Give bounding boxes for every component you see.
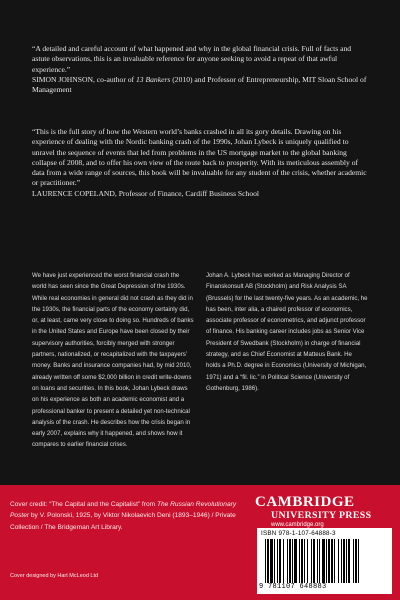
quote-text: “A detailed and careful account of what happened and why in the global financial crisis. Full of facts and astute observations, this is an invaluable reference for anyone seeking to avoid a repeat of that awful experience.”	[32, 44, 352, 74]
cover-credit	[10, 499, 240, 533]
attribution-suffix: (2010) and Professor of Entrepreneurship, MIT Sloan School of Management	[32, 74, 367, 95]
attribution-book-title: 13 Bankers	[135, 74, 171, 84]
barcode-digits: 9 781107 648883	[259, 583, 327, 591]
cover-credit-prefix: Cover credit: “The Capital and the Capitalist” from	[10, 501, 157, 508]
publisher-footer	[0, 485, 400, 600]
cover-credit-suffix: by V. Polonski, 1925, by Viktor Nikolaevich Deni (1893–1946) / Private Collection / The Bridgeman Art Library.	[10, 512, 236, 531]
publisher-subtitle: UNIVERSITY PRESS	[271, 510, 372, 521]
publisher-logo	[255, 495, 385, 529]
isbn-barcode-panel	[257, 528, 392, 594]
barcode-icon	[261, 539, 388, 583]
isbn-label: ISBN 978-1-107-64888-3	[261, 530, 336, 537]
cover-credit-source: The Russian Revolutionary Poster	[10, 501, 237, 520]
endorsement-quote-johnson	[32, 44, 368, 95]
endorsement-quote-copeland	[32, 127, 368, 199]
publisher-name: CAMBRIDGE	[255, 494, 355, 510]
cover-designer: Cover designed by Hart McLeod Ltd	[10, 573, 99, 579]
quote-text: “This is the full story of how the Western world’s banks crashed in all its gory details. Drawing on his experience of dealing with the Nordic banking crash of the 1990s, Johan Lybeck is uniquely qualified to unravel the sequence of events that led from problems in the US mortgage market to the global banking collapse of 2008, and to offer his own view of the route back to prosperity. With its meticulous assembly of data from a wide range of sources, this book will be invaluable for any student of the crisis, whether academic or practitioner.”	[32, 127, 367, 188]
author-bio: Johan A. Lybeck has worked as Managing Director of Finanskonsult AB (Stockholm) and Risk Analysis SA (Brussels) for the last twenty-five years. As an academic, he has been, inter alia, a chaired professor of economics, associate professor of econometrics, and adjunct professor of finance. His banking career includes jobs as Senior Vice President of Swedbank (Stockholm) in charge of financial strategy, and as Chief Economist at Matteus Bank. He holds a Ph.D. degree in Economics (University of Michigan, 1971) and a “fil. lic.” in Political Science (University of Gothenburg, 1986).	[206, 272, 368, 392]
book-description: We have just experienced the worst financial crash the world has seen since the Great Depression of the 1930s. While real economies in general did not crash as they did in the 1930s, the financial parts of the economy certainly did, or, at least, came very close to doing so. Hundreds of banks in the United States and Europe have been closed by their supervisory authorities, forcibly merged with stronger partners, nationalized, or recapitalized with the taxpayers’ money. Banks and insurance companies had, by mid 2010, already written off some $2,000 billion in credit write-downs on loans and securities. In this book, Johan Lybeck draws on his experience as both an academic economist and a professional banker to present a detailed yet non-technical analysis of the crash. He describes how the crisis began in early 2007, explains why it happened, and shows how it compares to earlier financial crises.	[32, 272, 194, 449]
publisher-url: www.cambridge.org	[271, 522, 324, 528]
quote-attribution: LAURENCE COPELAND, Professor of Finance, Cardiff Business School	[32, 188, 260, 198]
quote-attribution	[32, 75, 368, 96]
attribution-prefix: SIMON JOHNSON, co-author of	[32, 74, 136, 84]
